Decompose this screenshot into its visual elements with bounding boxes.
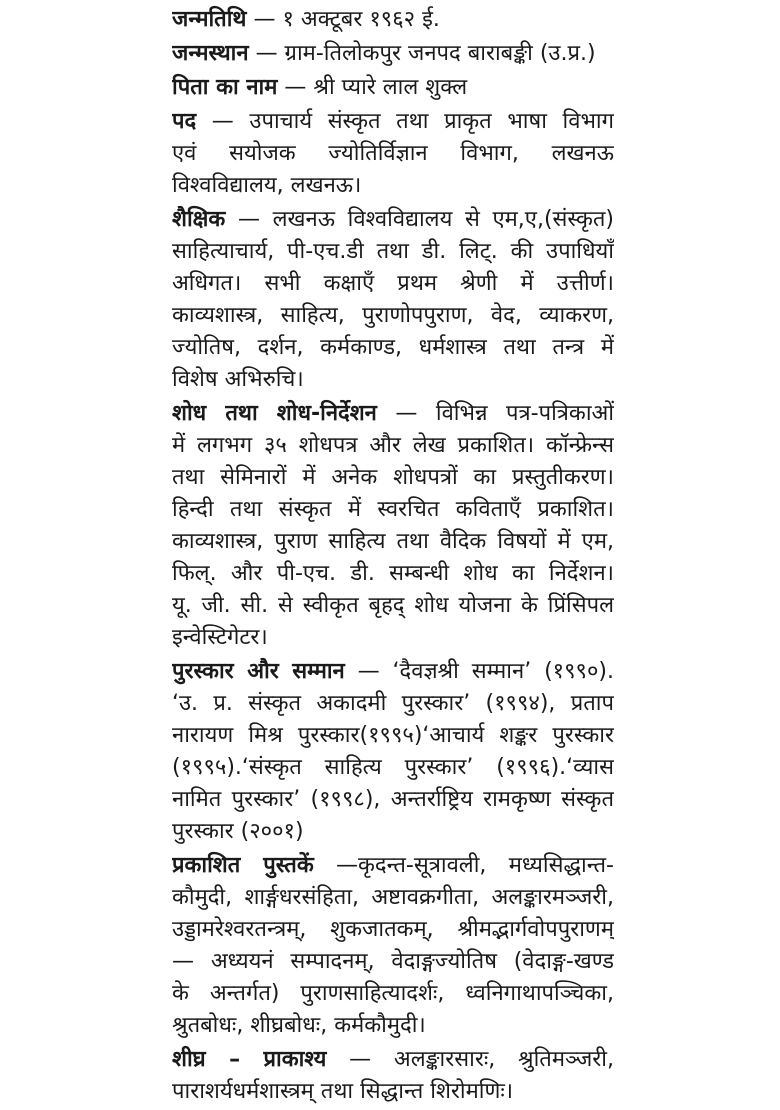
biography-page (172, 4, 614, 1110)
bio-section (172, 38, 614, 70)
bio-section (172, 72, 614, 104)
text-line (172, 268, 614, 300)
text-line (172, 430, 614, 462)
bio-section (172, 106, 614, 202)
text-line (172, 72, 614, 104)
text-line (172, 364, 614, 396)
text-line (172, 882, 614, 914)
line-text: —कृदन्त-सूत्रावली, मध्यसिद्धान्त- (336, 853, 614, 878)
line-text: साहित्याचार्य, पी-एच.डी तथा डी. लिट्. की उपाधियाँ (172, 239, 614, 264)
line-text: नारायण मिश्र पुरस्कार(१९९५)‘आचार्य शङ्कर पुरस्कार (172, 723, 614, 748)
line-text: विश्वविद्यालय, लखनऊ। (172, 173, 362, 198)
text-line (172, 494, 614, 526)
section-label: शोध तथा शोध-निर्देशन (172, 401, 377, 426)
text-line (172, 558, 614, 590)
bio-section (172, 204, 614, 396)
text-line (172, 590, 614, 622)
line-text: इन्वेस्टिगेटर। (172, 625, 268, 650)
line-text: विशेष अभिरुचि। (172, 367, 304, 392)
line-text: — अध्ययनं सम्पादनम्, वेदाङ्गज्योतिष (वेदाङ्ग-खण्ड (172, 949, 614, 974)
line-text: — लखनऊ विश्वविद्यालय से एम,ए,(संस्कृत) (237, 207, 614, 232)
text-line (172, 688, 614, 720)
line-text: कौमुदी, शार्ङ्गधरसंहिता, अष्टावक्रगीता, अलङ्कारमञ्जरी, (172, 885, 614, 910)
line-text: ‘उ. प्र. संस्कृत अकादमी पुरस्कार’ (१९९४), प्रताप (172, 691, 614, 716)
text-line (172, 656, 614, 688)
text-line (172, 946, 614, 978)
text-line (172, 978, 614, 1010)
line-text: — ‘दैवज्ञश्री सम्मान’ (१९९०). (357, 659, 614, 684)
line-text: फिल्. और पी-एच. डी. सम्बन्धी शोध का निर्देशन। (172, 561, 614, 586)
line-text: तथा सेमिनारों में अनेक शोधपत्रों का प्रस्तुतीकरण। (172, 465, 614, 490)
text-line (172, 784, 614, 816)
line-text: एवं सयोजक ज्योतिर्विज्ञान विभाग, लखनऊ (172, 141, 614, 166)
line-text: — १ अक्टूबर १९६२ ई. (253, 7, 440, 32)
bio-section (172, 656, 614, 848)
line-text: पाराशर्यधर्मशास्त्रम् तथा सिद्धान्त शिरोमणिः। (172, 1079, 514, 1104)
line-text: — विभिन्न पत्र-पत्रिकाओं (395, 401, 614, 426)
text-line (172, 300, 614, 332)
text-line (172, 1044, 614, 1076)
text-line (172, 4, 614, 36)
line-text: में लगभग ३५ शोधपत्र और लेख प्रकाशित। कॉन्फ्रेन्स (172, 433, 614, 458)
section-label: जन्मस्थान (172, 41, 249, 66)
section-label: पद (172, 109, 197, 134)
line-text: उड्डामरेश्वरतन्त्रम्, शुकजातकम्, श्रीमद्भार्गवोपपुराणम् (172, 917, 614, 942)
text-line (172, 526, 614, 558)
section-label: शीघ्र – प्राकाश्य (172, 1047, 327, 1072)
section-label: पुरस्कार और सम्मान (172, 659, 345, 684)
line-text: श्रुतबोधः, शीघ्रबोधः, कर्मकौमुदी। (172, 1013, 426, 1038)
text-line (172, 204, 614, 236)
text-line (172, 462, 614, 494)
line-text: पुरस्कार (२००१) (172, 819, 304, 844)
text-line (172, 138, 614, 170)
text-line (172, 38, 614, 70)
line-text: हिन्दी तथा संस्कृत में स्वरचित कविताएँ प्रकाशित। (172, 497, 614, 522)
line-text: (१९९५).‘संस्कृत साहित्य पुरस्कार’ (१९९६).‘व्यास (172, 755, 614, 780)
line-text: नामित पुरस्कार’ (१९९८), अन्तर्राष्ट्रिय रामकृष्ण संस्कृत (172, 787, 614, 812)
text-line (172, 236, 614, 268)
text-line (172, 914, 614, 946)
text-line (172, 1076, 614, 1108)
line-text: — ग्राम-तिलोकपुर जनपद बाराबङ्की (उ.प्र.) (255, 41, 596, 66)
line-text: काव्यशास्त्र, पुराण साहित्य तथा वैदिक विषयों में एम, (172, 529, 614, 554)
bio-section (172, 850, 614, 1042)
line-text: काव्यशास्त्र, साहित्य, पुराणोपपुराण, वेद, व्याकरण, (172, 303, 614, 328)
text-line (172, 170, 614, 202)
text-line (172, 850, 614, 882)
line-text: ज्योतिष, दर्शन, कर्मकाण्ड, धर्मशास्त्र तथा तन्त्र में (172, 335, 614, 360)
bio-section (172, 398, 614, 654)
section-label: प्रकाशित पुस्तकें (172, 853, 314, 878)
text-line (172, 332, 614, 364)
text-line (172, 720, 614, 752)
section-label: पिता का नाम (172, 75, 278, 100)
line-text: — श्री प्यारे लाल शुक्ल (284, 75, 468, 100)
text-line (172, 398, 614, 430)
section-label: जन्मतिथि (172, 7, 247, 32)
text-line (172, 752, 614, 784)
line-text: यू. जी. सी. से स्वीकृत बृहद् शोध योजना के प्रिंसिपल (172, 593, 614, 618)
line-text: अधिगत। सभी कक्षाएँ प्रथम श्रेणी में उत्तीर्ण। (172, 271, 614, 296)
line-text: के अन्तर्गत) पुराणसाहित्यादर्शः, ध्वनिगाथापञ्चिका, (172, 981, 614, 1006)
line-text: — अलङ्कारसारः, श्रुतिमञ्जरी, (349, 1047, 614, 1072)
text-line (172, 1010, 614, 1042)
bio-section (172, 4, 614, 36)
text-line (172, 816, 614, 848)
bio-section (172, 1044, 614, 1108)
text-line (172, 106, 614, 138)
section-label: शैक्षिक (172, 207, 226, 232)
text-line (172, 622, 614, 654)
line-text: — उपाचार्य संस्कृत तथा प्राकृत भाषा विभाग (211, 109, 614, 134)
